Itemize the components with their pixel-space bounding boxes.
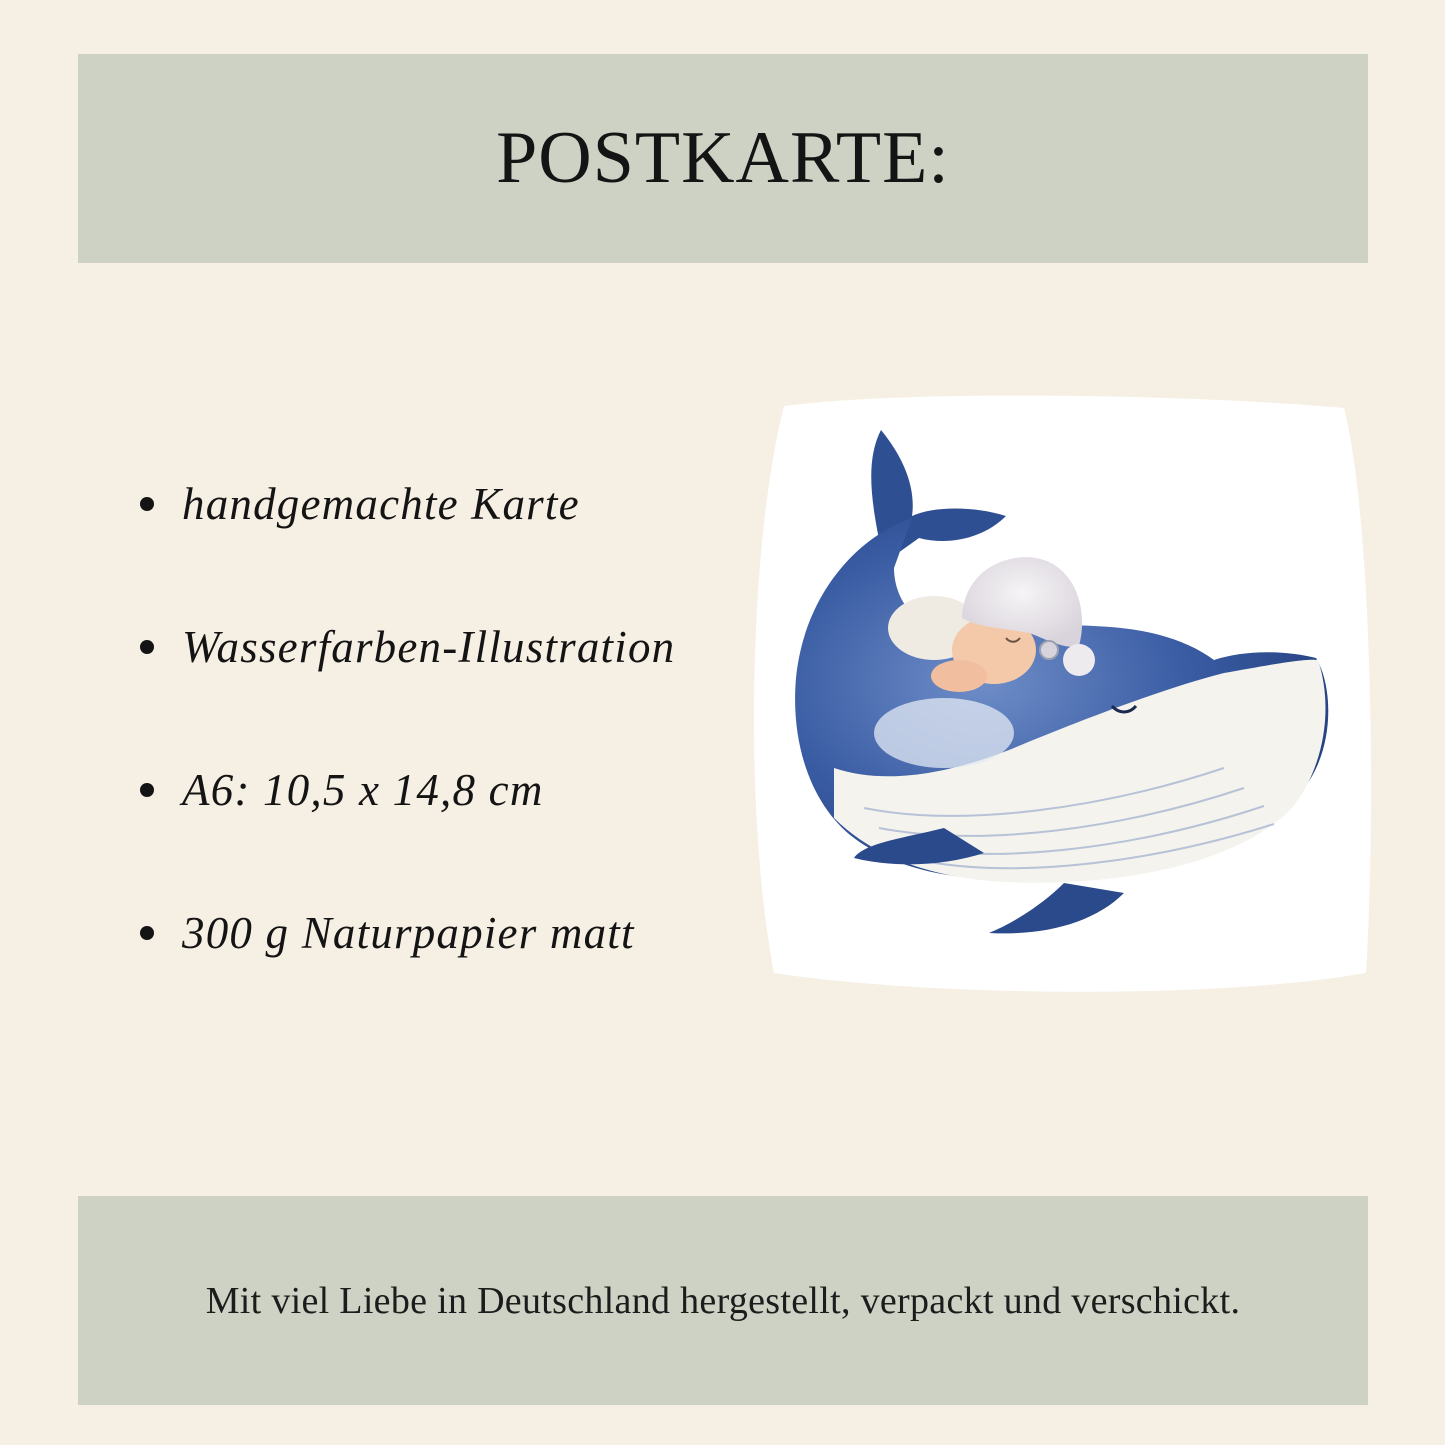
bullet-icon	[140, 783, 154, 797]
feature-text: handgemachte Karte	[182, 478, 580, 529]
bullet-icon	[140, 926, 154, 940]
list-item	[140, 432, 675, 575]
header-banner	[78, 54, 1368, 263]
whale-with-sleeping-baby-icon	[744, 388, 1378, 1000]
footer-text: Mit viel Liebe in Deutschland hergestellt, verpackt und verschickt.	[205, 1279, 1241, 1322]
list-item	[140, 575, 675, 718]
feature-text: 300 g Naturpapier matt	[182, 907, 635, 958]
bullet-icon	[140, 497, 154, 511]
bullet-icon	[140, 640, 154, 654]
page-title: POSTKARTE:	[496, 117, 950, 199]
list-item	[140, 861, 675, 1004]
list-item	[140, 718, 675, 861]
whale-illustration	[744, 388, 1378, 1000]
footer-banner	[78, 1196, 1368, 1405]
feature-text: A6: 10,5 x 14,8 cm	[182, 764, 544, 815]
feature-list	[140, 432, 675, 1004]
feature-text: Wasserfarben-Illustration	[182, 621, 676, 672]
